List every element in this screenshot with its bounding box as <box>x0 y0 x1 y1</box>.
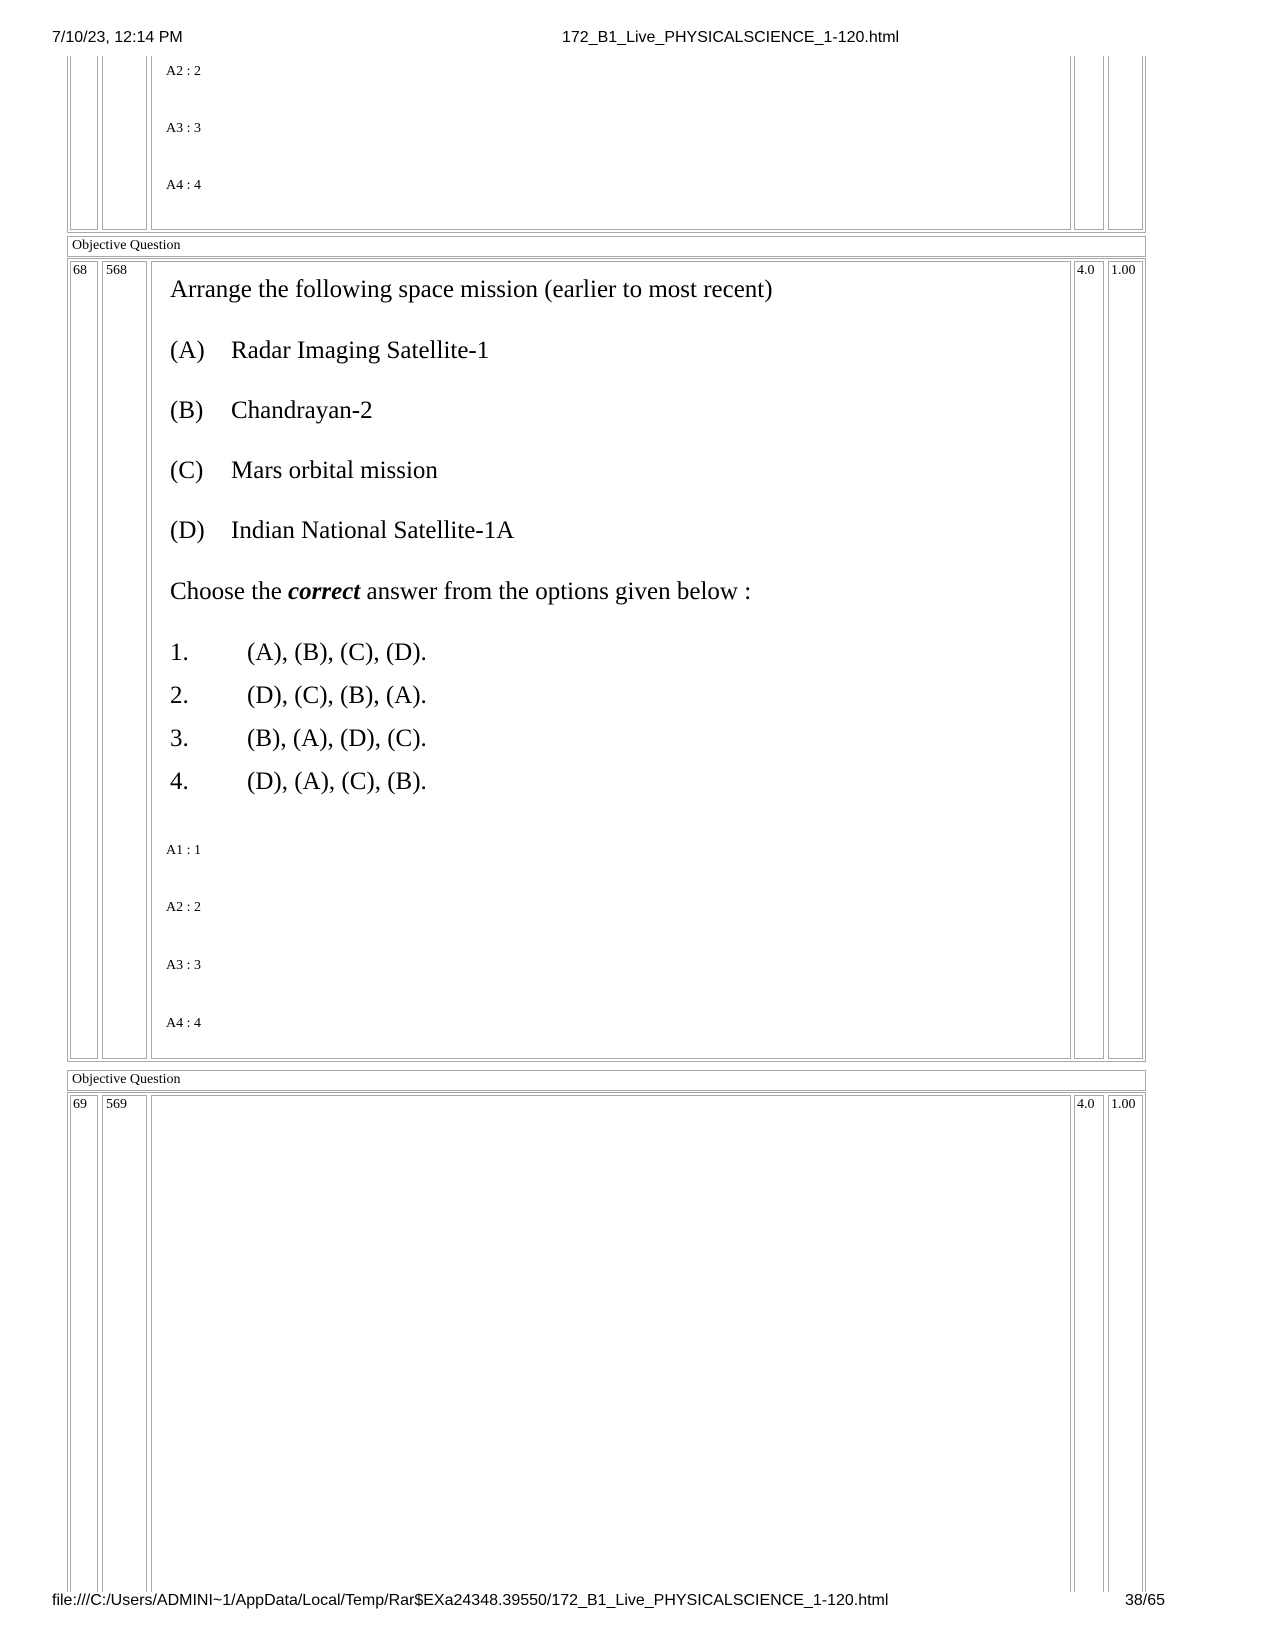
q68-type-label: Objective Question <box>72 238 181 253</box>
q69-body-cell <box>151 1095 1071 1592</box>
q68-item-d-letter: (D) <box>170 517 205 544</box>
q68-choice-3-num: 3. <box>170 725 189 752</box>
q68-prompt: Arrange the following space mission (earlier to most recent) <box>170 276 773 303</box>
prev-marks-cell <box>1074 56 1104 230</box>
q69-serial: 69 <box>73 1097 87 1112</box>
q68-serial-cell <box>70 261 98 1059</box>
prev-body-cell <box>151 56 1071 230</box>
q68-answer-4: A4 : 4 <box>166 1016 201 1031</box>
q68-marks-cell <box>1074 261 1104 1059</box>
prev-serial-cell <box>70 56 98 230</box>
q68-instruction-post: answer from the options given below : <box>360 578 752 605</box>
q68-marks: 4.0 <box>1077 263 1095 278</box>
q68-item-a-letter: (A) <box>170 337 205 364</box>
q68-instruction-pre: Choose the <box>170 578 289 605</box>
prev-answer-4: A4 : 4 <box>166 178 201 193</box>
q68-choice-2-text: (D), (C), (B), (A). <box>247 682 427 709</box>
prev-qid-cell <box>102 56 147 230</box>
q69-negative: 1.00 <box>1111 1097 1136 1112</box>
q68-choice-1-num: 1. <box>170 639 189 666</box>
q69-neg-cell <box>1108 1095 1143 1592</box>
q68-answer-3: A3 : 3 <box>166 958 201 973</box>
prev-answer-2: A2 : 2 <box>166 64 201 79</box>
q68-answer-1: A1 : 1 <box>166 843 201 858</box>
q68-item-a-text: Radar Imaging Satellite-1 <box>231 337 490 364</box>
q68-qid: 568 <box>106 263 127 278</box>
q68-item-d-text: Indian National Satellite-1A <box>231 517 515 544</box>
prev-neg-cell <box>1108 56 1143 230</box>
q68-negative: 1.00 <box>1111 263 1136 278</box>
q68-choice-1-text: (A), (B), (C), (D). <box>247 639 427 666</box>
q68-serial: 68 <box>73 263 87 278</box>
q68-choice-2-num: 2. <box>170 682 189 709</box>
print-title: 172_B1_Live_PHYSICALSCIENCE_1-120.html <box>562 29 900 46</box>
q68-choice-4-num: 4. <box>170 768 189 795</box>
prev-answer-3: A3 : 3 <box>166 121 201 136</box>
q68-choice-4-text: (D), (A), (C), (B). <box>247 768 427 795</box>
q69-type-row <box>67 1070 1146 1091</box>
q69-marks: 4.0 <box>1077 1097 1095 1112</box>
q68-instruction <box>170 578 751 606</box>
q68-item-c-text: Mars orbital mission <box>231 457 438 484</box>
q68-item-b-letter: (B) <box>170 397 204 424</box>
q68-neg-cell <box>1108 261 1143 1059</box>
print-datetime: 7/10/23, 12:14 PM <box>52 29 183 46</box>
q68-type-row <box>67 236 1146 257</box>
q68-choice-3-text: (B), (A), (D), (C). <box>247 725 427 752</box>
q68-item-b-text: Chandrayan-2 <box>231 397 373 424</box>
q68-item-c-letter: (C) <box>170 457 204 484</box>
q68-instruction-emphasis: correct <box>288 578 361 605</box>
print-footer <box>0 1592 1275 1614</box>
q68-answer-2: A2 : 2 <box>166 900 201 915</box>
print-file-path: file:///C:/Users/ADMINI~1/AppData/Local/Temp/Rar$EXa24348.39550/172_B1_Live_PHYSICALSCIENCE_1-120.html <box>52 1592 889 1609</box>
q68-qid-cell <box>102 261 147 1059</box>
q69-serial-cell <box>70 1095 98 1592</box>
q69-type-label: Objective Question <box>72 1072 181 1087</box>
q69-qid-cell <box>102 1095 147 1592</box>
print-page-number: 38/65 <box>1124 1592 1165 1609</box>
q69-qid: 569 <box>106 1097 127 1112</box>
print-header <box>0 29 1275 51</box>
q69-marks-cell <box>1074 1095 1104 1592</box>
